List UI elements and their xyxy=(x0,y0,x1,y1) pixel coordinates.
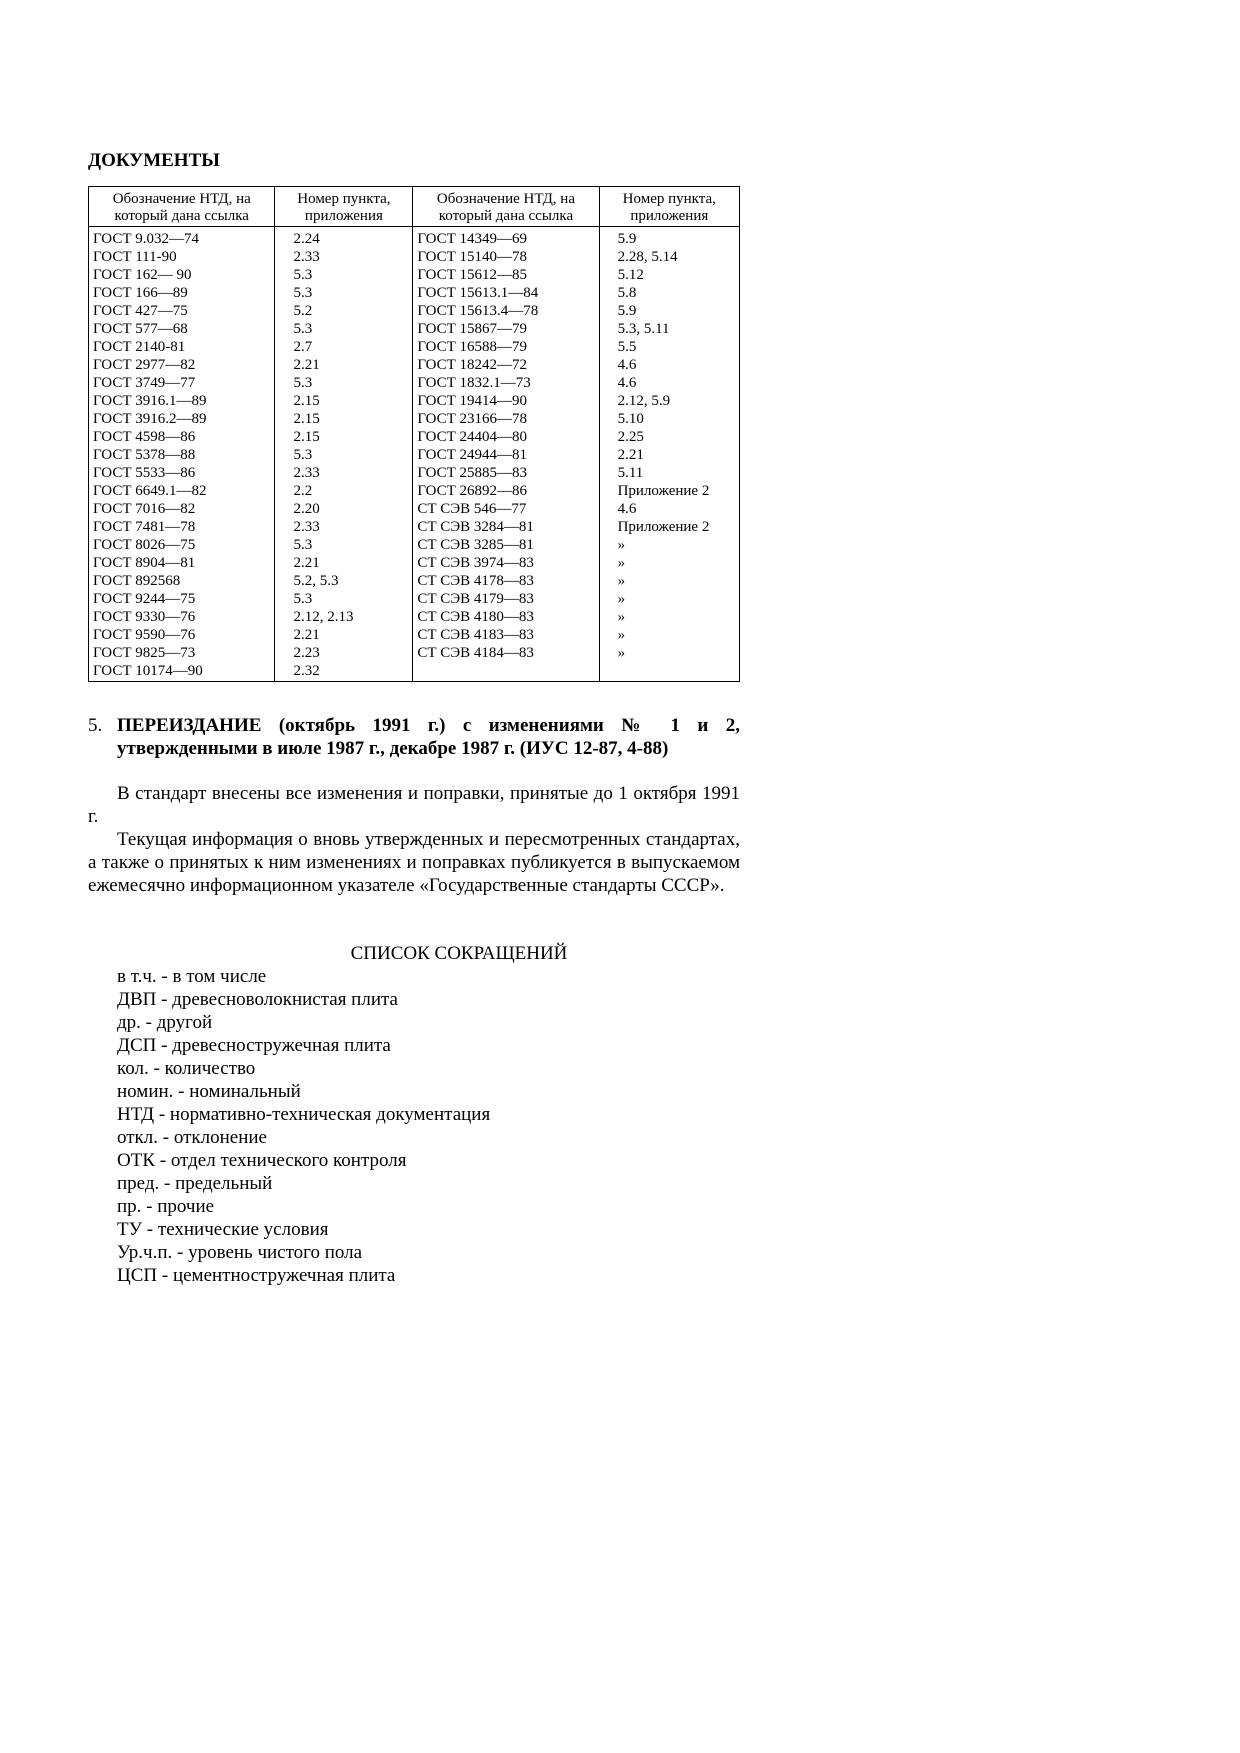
table-row xyxy=(89,374,740,392)
ntd-designation-cell: ГОСТ 15140—78 xyxy=(413,248,599,266)
ntd-designation-cell: ГОСТ 9330—76 xyxy=(89,608,275,626)
clause-number-cell: 2.15 xyxy=(275,392,413,410)
ntd-designation-cell: ГОСТ 5533—86 xyxy=(89,464,275,482)
clause-number-cell: 5.10 xyxy=(599,410,739,428)
ntd-designation-cell: ГОСТ 5378—88 xyxy=(89,446,275,464)
table-row xyxy=(89,227,740,249)
ntd-designation-cell: ГОСТ 18242—72 xyxy=(413,356,599,374)
clause-number-cell: 2.33 xyxy=(275,518,413,536)
ntd-designation-cell: ГОСТ 3916.1—89 xyxy=(89,392,275,410)
clause-number-cell: Приложение 2 xyxy=(599,518,739,536)
table-row xyxy=(89,410,740,428)
clause-number-cell: 2.12, 2.13 xyxy=(275,608,413,626)
clause-number-cell: 5.3 xyxy=(275,374,413,392)
clause-number-cell: 5.3 xyxy=(275,284,413,302)
clause-number-cell: Приложение 2 xyxy=(599,482,739,500)
table-row xyxy=(89,302,740,320)
table-row xyxy=(89,644,740,662)
table-row xyxy=(89,428,740,446)
paragraph-changes: В стандарт внесены все изменения и поправки, принятые до 1 октября 1991 г. xyxy=(88,783,740,827)
table-row xyxy=(89,320,740,338)
clause-number-cell: » xyxy=(599,536,739,554)
ntd-designation-cell: ГОСТ 577—68 xyxy=(89,320,275,338)
clause-number-cell: 5.3, 5.11 xyxy=(599,320,739,338)
clause-number-cell: 4.6 xyxy=(599,500,739,518)
abbreviation-item: номин. - номинальный xyxy=(117,1081,301,1102)
abbreviation-item: пред. - предельный xyxy=(117,1173,273,1194)
clause-number-cell: 5.8 xyxy=(599,284,739,302)
clause-number-cell: 5.3 xyxy=(275,446,413,464)
table-row xyxy=(89,590,740,608)
ntd-designation-cell: СТ СЭВ 4183—83 xyxy=(413,626,599,644)
table-row xyxy=(89,338,740,356)
table-row xyxy=(89,482,740,500)
column-header: Номер пункта, приложения xyxy=(275,187,413,227)
table-row xyxy=(89,464,740,482)
reference-table xyxy=(88,186,740,682)
clause-number-cell: 2.23 xyxy=(275,644,413,662)
abbreviation-item: др. - другой xyxy=(117,1012,213,1033)
ntd-designation-cell: ГОСТ 427—75 xyxy=(89,302,275,320)
clause-number-cell: 5.3 xyxy=(275,266,413,284)
ntd-designation-cell: ГОСТ 10174—90 xyxy=(89,662,275,682)
ntd-designation-cell: ГОСТ 15612—85 xyxy=(413,266,599,284)
clause-number-cell: 2.25 xyxy=(599,428,739,446)
clause-number-cell: 2.2 xyxy=(275,482,413,500)
clause-number-cell: 2.15 xyxy=(275,428,413,446)
reissue-number: 5. xyxy=(88,715,103,736)
clause-number-cell: 2.20 xyxy=(275,500,413,518)
clause-number-cell: » xyxy=(599,644,739,662)
table-row xyxy=(89,248,740,266)
ntd-designation-cell: ГОСТ 15613.4—78 xyxy=(413,302,599,320)
ntd-designation-cell: ГОСТ 111-90 xyxy=(89,248,275,266)
ntd-designation-cell: ГОСТ 2977—82 xyxy=(89,356,275,374)
table-header-row xyxy=(89,187,740,227)
clause-number-cell: 5.3 xyxy=(275,536,413,554)
clause-number-cell: 5.9 xyxy=(599,302,739,320)
abbreviation-item: кол. - количество xyxy=(117,1058,256,1079)
clause-number-cell: 5.5 xyxy=(599,338,739,356)
clause-number-cell: 5.3 xyxy=(275,590,413,608)
clause-number-cell: 2.21 xyxy=(275,356,413,374)
ntd-designation-cell: ГОСТ 25885—83 xyxy=(413,464,599,482)
column-header: Обозначение НТД, на который дана ссылка xyxy=(413,187,599,227)
abbreviation-item: ДСП - древесностружечная плита xyxy=(117,1035,391,1056)
table-row xyxy=(89,500,740,518)
ntd-designation-cell: ГОСТ 166—89 xyxy=(89,284,275,302)
ntd-designation-cell: ГОСТ 23166—78 xyxy=(413,410,599,428)
table-row xyxy=(89,518,740,536)
ntd-designation-cell: ГОСТ 9.032—74 xyxy=(89,227,275,249)
table-row xyxy=(89,536,740,554)
table-row xyxy=(89,554,740,572)
ntd-designation-cell: ГОСТ 24404—80 xyxy=(413,428,599,446)
ntd-designation-cell: ГОСТ 9244—75 xyxy=(89,590,275,608)
clause-number-cell: » xyxy=(599,608,739,626)
abbreviation-item: Ур.ч.п. - уровень чистого пола xyxy=(117,1242,363,1263)
clause-number-cell: 2.33 xyxy=(275,248,413,266)
ntd-designation-cell: ГОСТ 7016—82 xyxy=(89,500,275,518)
clause-number-cell: 2.32 xyxy=(275,662,413,682)
ntd-designation-cell: СТ СЭВ 4184—83 xyxy=(413,644,599,662)
clause-number-cell: 4.6 xyxy=(599,374,739,392)
clause-number-cell: 2.7 xyxy=(275,338,413,356)
reissue-text: ПЕРЕИЗДАНИЕ (октябрь 1991 г.) с изменениями № 1 и 2, утвержденными в июле 1987 г., декабре 1987 г. (ИУС 12-87, 4-88) xyxy=(117,715,740,759)
clause-number-cell: 2.24 xyxy=(275,227,413,249)
column-header: Номер пункта, приложения xyxy=(599,187,739,227)
ntd-designation-cell: ГОСТ 24944—81 xyxy=(413,446,599,464)
ntd-designation-cell: ГОСТ 162— 90 xyxy=(89,266,275,284)
paragraph-info: Текущая информация о вновь утвержденных и пересмотренных стандартах, а также о принятых к ним изменениях и поправках публикуется в выпускаемом ежемесячно информационном указателе «Государственные стандарты СССР». xyxy=(88,829,740,896)
clause-number-cell: » xyxy=(599,572,739,590)
ntd-designation-cell: ГОСТ 4598—86 xyxy=(89,428,275,446)
abbreviation-item: ДВП - древесноволокнистая плита xyxy=(117,989,398,1010)
ntd-designation-cell: ГОСТ 14349—69 xyxy=(413,227,599,249)
clause-number-cell: 5.3 xyxy=(275,320,413,338)
ntd-designation-cell: СТ СЭВ 3284—81 xyxy=(413,518,599,536)
column-header: Обозначение НТД, на который дана ссылка xyxy=(89,187,275,227)
ntd-designation-cell: СТ СЭВ 546—77 xyxy=(413,500,599,518)
clause-number-cell: » xyxy=(599,554,739,572)
ntd-designation-cell: СТ СЭВ 4178—83 xyxy=(413,572,599,590)
clause-number-cell: 2.28, 5.14 xyxy=(599,248,739,266)
abbreviations-list xyxy=(117,965,490,1287)
abbreviation-item: откл. - отклонение xyxy=(117,1127,267,1148)
ntd-designation-cell: ГОСТ 3916.2—89 xyxy=(89,410,275,428)
ntd-designation-cell: ГОСТ 892568 xyxy=(89,572,275,590)
ntd-designation-cell: ГОСТ 15867—79 xyxy=(413,320,599,338)
abbreviation-item: в т.ч. - в том числе xyxy=(117,966,267,987)
table-row xyxy=(89,266,740,284)
ntd-designation-cell: ГОСТ 26892—86 xyxy=(413,482,599,500)
abbreviation-item: НТД - нормативно-техническая документация xyxy=(117,1104,491,1125)
abbreviation-item: ЦСП - цементностружечная плита xyxy=(117,1265,396,1286)
ntd-designation-cell: ГОСТ 1832.1—73 xyxy=(413,374,599,392)
clause-number-cell xyxy=(599,662,739,682)
ntd-designation-cell: ГОСТ 16588—79 xyxy=(413,338,599,356)
ntd-designation-cell: ГОСТ 9590—76 xyxy=(89,626,275,644)
ntd-designation-cell xyxy=(413,662,599,682)
ntd-designation-cell: ГОСТ 15613.1—84 xyxy=(413,284,599,302)
abbreviation-item: ОТК - отдел технического контроля xyxy=(117,1150,407,1171)
table-row xyxy=(89,284,740,302)
clause-number-cell: » xyxy=(599,626,739,644)
clause-number-cell: 2.33 xyxy=(275,464,413,482)
clause-number-cell: 2.21 xyxy=(599,446,739,464)
abbreviation-item: пр. - прочие xyxy=(117,1196,215,1217)
table-row xyxy=(89,662,740,682)
abbreviation-item: ТУ - технические условия xyxy=(117,1219,329,1240)
clause-number-cell: » xyxy=(599,590,739,608)
table-row xyxy=(89,626,740,644)
table-row xyxy=(89,608,740,626)
ntd-designation-cell: ГОСТ 2140-81 xyxy=(89,338,275,356)
ntd-designation-cell: ГОСТ 8026—75 xyxy=(89,536,275,554)
documents-heading: ДОКУМЕНТЫ xyxy=(88,150,220,171)
clause-number-cell: 2.21 xyxy=(275,554,413,572)
ntd-designation-cell: СТ СЭВ 4179—83 xyxy=(413,590,599,608)
ntd-designation-cell: ГОСТ 7481—78 xyxy=(89,518,275,536)
clause-number-cell: 2.21 xyxy=(275,626,413,644)
ntd-designation-cell: ГОСТ 19414—90 xyxy=(413,392,599,410)
clause-number-cell: 5.2 xyxy=(275,302,413,320)
table-row xyxy=(89,392,740,410)
abbreviations-title: СПИСОК СОКРАЩЕНИЙ xyxy=(350,943,568,964)
clause-number-cell: 2.12, 5.9 xyxy=(599,392,739,410)
ntd-designation-cell: ГОСТ 9825—73 xyxy=(89,644,275,662)
clause-number-cell: 5.9 xyxy=(599,227,739,249)
ntd-designation-cell: ГОСТ 6649.1—82 xyxy=(89,482,275,500)
ntd-designation-cell: СТ СЭВ 3285—81 xyxy=(413,536,599,554)
clause-number-cell: 5.2, 5.3 xyxy=(275,572,413,590)
ntd-designation-cell: ГОСТ 3749—77 xyxy=(89,374,275,392)
table-row xyxy=(89,572,740,590)
clause-number-cell: 5.11 xyxy=(599,464,739,482)
reissue-note xyxy=(88,714,740,760)
clause-number-cell: 4.6 xyxy=(599,356,739,374)
table-row xyxy=(89,356,740,374)
clause-number-cell: 2.15 xyxy=(275,410,413,428)
ntd-designation-cell: СТ СЭВ 4180—83 xyxy=(413,608,599,626)
table-body xyxy=(89,227,740,682)
ntd-designation-cell: ГОСТ 8904—81 xyxy=(89,554,275,572)
table-row xyxy=(89,446,740,464)
ntd-designation-cell: СТ СЭВ 3974—83 xyxy=(413,554,599,572)
clause-number-cell: 5.12 xyxy=(599,266,739,284)
